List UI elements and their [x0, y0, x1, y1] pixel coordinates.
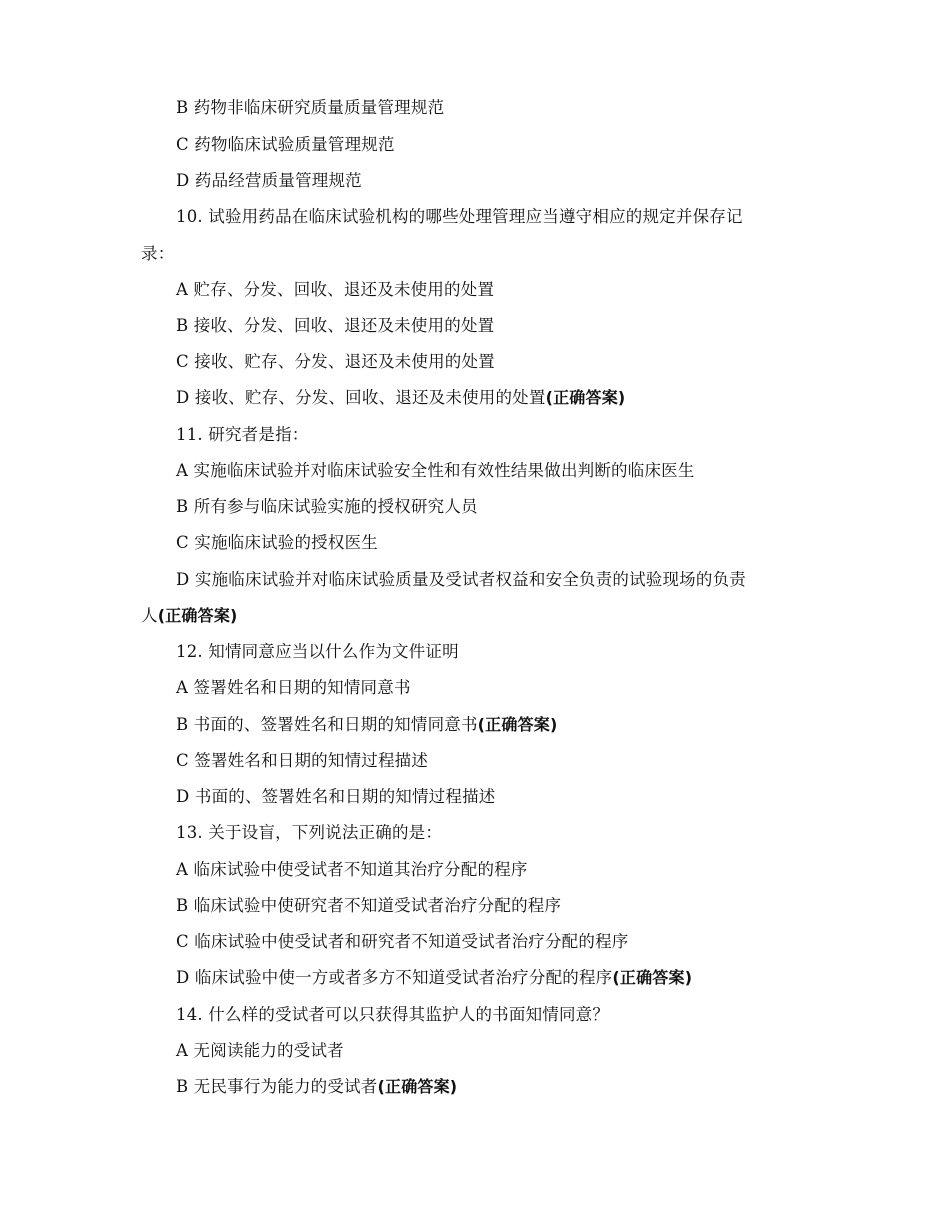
option-line: C 临床试验中使受试者和研究者不知道受试者治疗分配的程序 [176, 932, 629, 951]
option-line: A 实施临床试验并对临床试验安全性和有效性结果做出判断的临床医生 [176, 461, 695, 480]
option-line: D 接收、贮存、分发、回收、退还及未使用的处置(正确答案) [176, 388, 626, 407]
option-line: B 无民事行为能力的受试者(正确答案) [176, 1077, 458, 1096]
option-line: A 无阅读能力的受试者 [176, 1041, 344, 1060]
option-line: B 接收、分发、回收、退还及未使用的处置 [176, 316, 495, 335]
correct-answer-mark: (正确答案) [612, 968, 693, 987]
option-line: B 书面的、签署姓名和日期的知情同意书(正确答案) [176, 715, 558, 734]
option-line: D 实施临床试验并对临床试验质量及受试者权益和安全负责的试验现场的负责 [176, 570, 746, 589]
option-line: B 临床试验中使研究者不知道受试者治疗分配的程序 [176, 896, 562, 915]
option-line: C 实施临床试验的授权医生 [176, 533, 378, 552]
option-line: B 所有参与临床试验实施的授权研究人员 [176, 497, 478, 516]
question-line: 10. 试验用药品在临床试验机构的哪些处理管理应当遵守相应的规定并保存记 [176, 207, 743, 226]
question-line: 11. 研究者是指： [176, 425, 309, 444]
option-line: C 药物临床试验质量管理规范 [176, 135, 395, 154]
question-line: 14. 什么样的受试者可以只获得其监护人的书面知情同意？ [176, 1005, 610, 1024]
option-line: B 药物非临床研究质量质量管理规范 [176, 98, 445, 117]
option-line: D 书面的、签署姓名和日期的知情过程描述 [176, 787, 496, 806]
option-line: C 接收、贮存、分发、退还及未使用的处置 [176, 352, 495, 371]
option-line: D 药品经营质量管理规范 [176, 171, 362, 190]
option-line: C 签署姓名和日期的知情过程描述 [176, 751, 429, 770]
option-continuation-line: 人(正确答案) [141, 606, 238, 625]
option-line: D 临床试验中使一方或者多方不知道受试者治疗分配的程序(正确答案) [176, 968, 693, 987]
option-line: A 签署姓名和日期的知情同意书 [176, 678, 411, 697]
correct-answer-mark: (正确答案) [157, 606, 238, 625]
correct-answer-mark: (正确答案) [477, 715, 558, 734]
question-continuation-line: 录： [141, 244, 175, 263]
option-line: A 临床试验中使受试者不知道其治疗分配的程序 [176, 860, 528, 879]
question-line: 12. 知情同意应当以什么作为文件证明 [176, 642, 459, 661]
correct-answer-mark: (正确答案) [545, 388, 626, 407]
correct-answer-mark: (正确答案) [377, 1077, 458, 1096]
option-line: A 贮存、分发、回收、退还及未使用的处置 [176, 280, 495, 299]
question-line: 13. 关于设盲，下列说法正确的是： [176, 823, 443, 842]
